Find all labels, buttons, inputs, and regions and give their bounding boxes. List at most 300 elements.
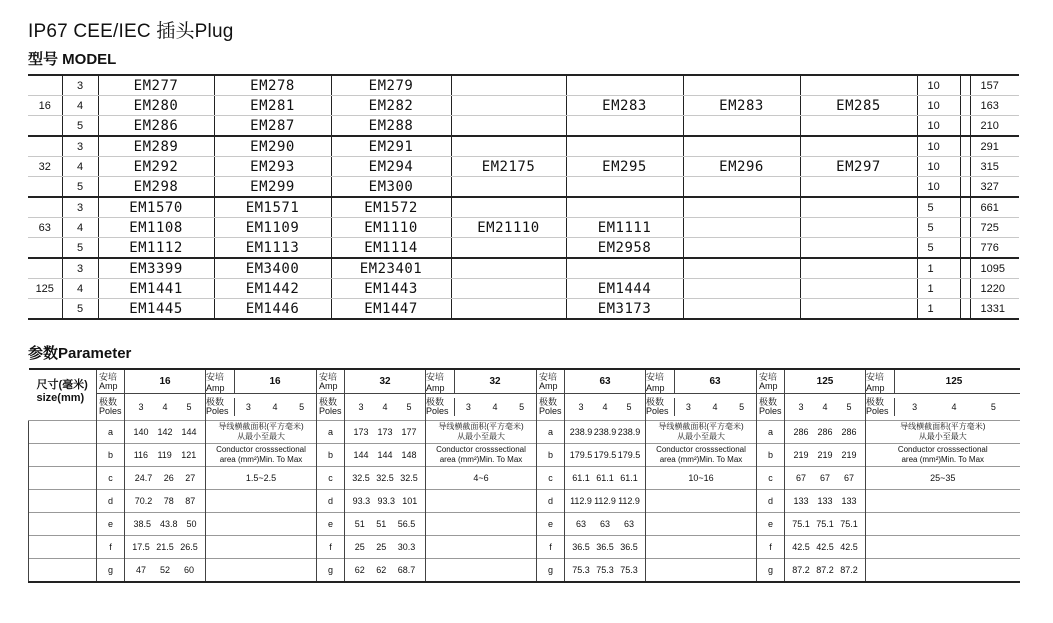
- code-number-cell: 291: [970, 136, 1019, 157]
- dimension-letter: e: [317, 513, 345, 536]
- dimension-values: [345, 444, 426, 467]
- poles-values: [565, 402, 645, 412]
- model-code-cell: EM1571: [214, 197, 331, 218]
- model-code-cell: [683, 75, 800, 96]
- pole-number: 5: [846, 402, 852, 412]
- dimension-value: 61.1: [596, 473, 614, 483]
- amp-label: 安培 Amp: [537, 369, 565, 394]
- model-code-cell: [800, 197, 917, 218]
- quantity-cell: 1: [917, 258, 960, 279]
- model-code-cell: EM278: [214, 75, 331, 96]
- model-code-cell: [451, 177, 566, 198]
- model-code-cell: [800, 75, 917, 96]
- pole-number: 3: [245, 402, 251, 412]
- model-code-cell: [800, 279, 917, 299]
- poles-right-cell: [866, 394, 1020, 421]
- value-group: [785, 565, 865, 575]
- empty-cell: [646, 536, 757, 559]
- amp-value: 32: [489, 375, 501, 387]
- dimension-row: [29, 490, 1020, 513]
- dimension-letter: d: [757, 490, 785, 513]
- dimension-value: 56.5: [397, 519, 416, 529]
- model-code-cell: EM1446: [214, 299, 331, 320]
- pole-number: 3: [138, 402, 144, 412]
- dimension-letter: b: [317, 444, 345, 467]
- spacer-cell: [29, 513, 97, 536]
- dimension-letter: g: [757, 559, 785, 583]
- table-row: [28, 258, 1019, 279]
- param-heading: 参数Parameter: [28, 345, 132, 362]
- dimension-value: 51: [376, 519, 387, 529]
- pole-number: 5: [299, 402, 305, 412]
- poles-right-cell: [206, 394, 317, 421]
- model-code-cell: [451, 75, 566, 96]
- poles-right-cell: [426, 394, 537, 421]
- model-code-cell: [451, 197, 566, 218]
- dimension-value: 133: [841, 496, 857, 506]
- dimension-letter: a: [537, 421, 565, 444]
- dimension-letter: e: [537, 513, 565, 536]
- dimension-value: 133: [793, 496, 809, 506]
- param-poles-row: [29, 394, 1020, 421]
- model-code-cell: [800, 299, 917, 320]
- poles-cell: 3: [62, 136, 98, 157]
- empty-cell: [206, 536, 317, 559]
- model-code-cell: [800, 116, 917, 137]
- value-group: [125, 519, 205, 529]
- dimension-value: 30.3: [397, 542, 416, 552]
- dimension-values: [125, 444, 206, 467]
- dimension-value: 25: [376, 542, 387, 552]
- table-row: [28, 218, 1019, 238]
- amp-cell: 63: [28, 218, 62, 238]
- dimension-value: 177: [401, 427, 417, 437]
- model-code-cell: [683, 258, 800, 279]
- dimension-value: 63: [575, 519, 586, 529]
- model-code-cell: EM21110: [451, 218, 566, 238]
- empty-cell: [206, 559, 317, 583]
- dimension-letter: g: [97, 559, 125, 583]
- model-code-cell: EM23401: [331, 258, 451, 279]
- pole-number: 3: [358, 402, 364, 412]
- table-row: [28, 299, 1019, 320]
- spacer-cell: [960, 279, 970, 299]
- dimension-value: 219: [793, 450, 809, 460]
- pole-number: 5: [739, 402, 745, 412]
- model-code-cell: [566, 116, 683, 137]
- dimension-row: [29, 444, 1020, 467]
- amp-label: 安培 Amp: [646, 370, 675, 393]
- pole-number: 4: [162, 402, 168, 412]
- poles-right-cell: [646, 394, 757, 421]
- model-code-cell: [566, 197, 683, 218]
- dimension-letter: f: [97, 536, 125, 559]
- spacer-cell: [960, 157, 970, 177]
- dimension-values: [565, 513, 646, 536]
- pole-number: 4: [382, 402, 388, 412]
- dimension-row: [29, 559, 1020, 583]
- empty-cell: [646, 513, 757, 536]
- dimension-value: 219: [817, 450, 833, 460]
- model-code-cell: [683, 197, 800, 218]
- model-code-cell: [451, 96, 566, 116]
- model-code-cell: EM291: [331, 136, 451, 157]
- spacer-cell: [960, 75, 970, 96]
- spacer-cell: [29, 444, 97, 467]
- dimension-values: [785, 536, 866, 559]
- poles-cell: 5: [62, 299, 98, 320]
- value-group: [345, 519, 425, 529]
- dimension-value: 52: [159, 565, 170, 575]
- model-table: [28, 74, 1019, 320]
- dimension-value: 75.3: [572, 565, 590, 575]
- dimension-value: 21.5: [156, 542, 174, 552]
- poles-cell: 5: [62, 238, 98, 259]
- poles-cell: 4: [62, 279, 98, 299]
- value-group: [785, 542, 865, 552]
- dimension-value: 144: [353, 450, 369, 460]
- dimension-row: [29, 536, 1020, 559]
- dimension-row: [29, 467, 1020, 490]
- dimension-value: 238.9: [617, 427, 641, 437]
- dimension-letter: e: [757, 513, 785, 536]
- empty-cell: [866, 559, 1020, 583]
- model-code-cell: [451, 238, 566, 259]
- dimension-value: 60: [183, 565, 194, 575]
- dimension-values: [785, 559, 866, 583]
- dimension-value: 78: [163, 496, 174, 506]
- model-code-cell: EM293: [214, 157, 331, 177]
- dimension-value: 67: [819, 473, 830, 483]
- model-code-cell: EM289: [98, 136, 214, 157]
- model-code-cell: [566, 258, 683, 279]
- dimension-value: 286: [793, 427, 809, 437]
- model-code-cell: EM287: [214, 116, 331, 137]
- value-group: [785, 427, 865, 437]
- model-code-cell: EM1112: [98, 238, 214, 259]
- dimension-value: 87.2: [816, 565, 834, 575]
- conductor-range: 1.5~2.5: [206, 467, 317, 490]
- pole-number: 4: [822, 402, 828, 412]
- code-number-cell: 315: [970, 157, 1019, 177]
- dimension-letter: b: [97, 444, 125, 467]
- table-row: [28, 177, 1019, 198]
- dimension-value: 38.5: [133, 519, 152, 529]
- dimension-value: 286: [841, 427, 857, 437]
- dimension-values: [125, 513, 206, 536]
- dimension-value: 68.7: [397, 565, 416, 575]
- dimension-value: 24.7: [134, 473, 153, 483]
- value-group: [125, 450, 205, 460]
- dimension-value: 173: [377, 427, 393, 437]
- model-code-cell: EM300: [331, 177, 451, 198]
- amp-cell: [28, 197, 62, 218]
- model-code-cell: EM285: [800, 96, 917, 116]
- amp-cell: [28, 299, 62, 320]
- dimension-letter: a: [757, 421, 785, 444]
- dimension-values: [785, 490, 866, 513]
- model-code-cell: EM2958: [566, 238, 683, 259]
- dimension-letter: b: [757, 444, 785, 467]
- model-code-cell: [683, 279, 800, 299]
- empty-cell: [866, 536, 1020, 559]
- amp-cell: 32: [28, 157, 62, 177]
- model-code-cell: [683, 238, 800, 259]
- quantity-cell: 5: [917, 218, 960, 238]
- table-row: [28, 279, 1019, 299]
- spacer-cell: [960, 238, 970, 259]
- page-title: IP67 CEE/IEC 插头Plug: [28, 21, 234, 42]
- spacer-cell: [29, 490, 97, 513]
- poles-cell: 4: [62, 157, 98, 177]
- poles-label: 极数 Poles: [426, 398, 455, 416]
- amp-label: 安培 Amp: [317, 369, 345, 394]
- amp-value: 16: [269, 375, 281, 387]
- amp-label: 安培 Amp: [426, 370, 455, 393]
- code-number-cell: 776: [970, 238, 1019, 259]
- value-group: [565, 473, 645, 483]
- pole-number: 5: [626, 402, 632, 412]
- dimension-letter: c: [97, 467, 125, 490]
- empty-cell: [866, 490, 1020, 513]
- parameter-table: [28, 368, 1020, 583]
- poles-values: [125, 402, 205, 412]
- code-number-cell: 157: [970, 75, 1019, 96]
- spacer-cell: [29, 536, 97, 559]
- dimension-value: 75.3: [620, 565, 638, 575]
- conductor-range: 4~6: [426, 467, 537, 490]
- conductor-note-cn: 导线横截面积(平方毫米) 从最小至最大: [206, 421, 317, 444]
- dimension-value: 42.5: [816, 542, 834, 552]
- model-code-cell: [683, 299, 800, 320]
- value-group: [125, 496, 205, 506]
- model-code-cell: [451, 136, 566, 157]
- dimension-value: 75.1: [792, 519, 810, 529]
- empty-cell: [426, 559, 537, 583]
- model-code-cell: EM1109: [214, 218, 331, 238]
- amp-label: 安培 Amp: [866, 370, 895, 393]
- empty-cell: [646, 490, 757, 513]
- dimension-value: 286: [817, 427, 833, 437]
- amp-value: 63: [709, 375, 721, 387]
- value-group: [125, 565, 205, 575]
- amp-right-cell: [206, 369, 317, 394]
- value-group: [785, 519, 865, 529]
- value-group: [785, 450, 865, 460]
- code-number-cell: 1220: [970, 279, 1019, 299]
- quantity-cell: 10: [917, 116, 960, 137]
- dimension-row: [29, 513, 1020, 536]
- poles-cell: 3: [62, 258, 98, 279]
- dimension-letter: f: [537, 536, 565, 559]
- pole-number: 3: [685, 402, 691, 412]
- dimension-value: 87.2: [792, 565, 810, 575]
- size-row-header: 尺寸(毫米) size(mm): [36, 379, 88, 404]
- dimension-value: 87: [185, 496, 196, 506]
- poles-values: [675, 402, 755, 412]
- dimension-value: 119: [157, 450, 172, 460]
- dimension-values: [565, 467, 646, 490]
- amp-cell: [28, 75, 62, 96]
- dimension-value: 140: [133, 427, 149, 437]
- amp-cell: [28, 136, 62, 157]
- dimension-letter: d: [317, 490, 345, 513]
- table-row: [28, 157, 1019, 177]
- amp-cell: [28, 238, 62, 259]
- poles-cell: 3: [62, 197, 98, 218]
- dimension-value: 63: [599, 519, 610, 529]
- value-group: [565, 542, 645, 552]
- model-code-cell: [451, 258, 566, 279]
- model-code-cell: EM2175: [451, 157, 566, 177]
- value-group: [565, 496, 645, 506]
- model-code-cell: [800, 238, 917, 259]
- dimension-value: 144: [377, 450, 393, 460]
- spacer-cell: [960, 218, 970, 238]
- dimension-value: 87.2: [840, 565, 858, 575]
- amp-right-cell: [646, 369, 757, 394]
- dimension-value: 42.5: [840, 542, 858, 552]
- code-number-cell: 725: [970, 218, 1019, 238]
- dimension-letter: a: [317, 421, 345, 444]
- poles-label: 极数 Poles: [537, 394, 565, 421]
- amp-value: 32: [345, 369, 426, 394]
- dimension-values: [785, 421, 866, 444]
- table-row: [28, 197, 1019, 218]
- dimension-value: 238.9: [593, 427, 617, 437]
- value-group: [565, 565, 645, 575]
- poles-cell: [345, 394, 426, 421]
- poles-cell: 3: [62, 75, 98, 96]
- model-code-cell: [800, 136, 917, 157]
- spacer-cell: [960, 197, 970, 218]
- quantity-cell: 10: [917, 157, 960, 177]
- dimension-value: 62: [354, 565, 365, 575]
- amp-value: 125: [785, 369, 866, 394]
- quantity-cell: 1: [917, 279, 960, 299]
- model-code-cell: EM1572: [331, 197, 451, 218]
- dimension-values: [345, 421, 426, 444]
- dimension-value: 36.5: [572, 542, 590, 552]
- dimension-value: 75.1: [840, 519, 858, 529]
- pole-number: 3: [578, 402, 584, 412]
- quantity-cell: 10: [917, 75, 960, 96]
- empty-cell: [426, 536, 537, 559]
- value-group: [125, 427, 205, 437]
- model-code-cell: EM1444: [566, 279, 683, 299]
- poles-values: [345, 402, 425, 412]
- pole-number: 5: [519, 402, 525, 412]
- dimension-values: [345, 513, 426, 536]
- pole-number: 4: [272, 402, 278, 412]
- dimension-letter: c: [757, 467, 785, 490]
- amp-cell: 16: [28, 96, 62, 116]
- empty-cell: [206, 490, 317, 513]
- dimension-value: 179.5: [569, 450, 593, 460]
- empty-cell: [206, 513, 317, 536]
- poles-values: [895, 402, 1013, 412]
- poles-cell: [565, 394, 646, 421]
- poles-values: [235, 402, 315, 412]
- spacer-cell: [29, 467, 97, 490]
- conductor-note-en: Conductor crosssectional area (mm²)Min. To Max: [206, 444, 317, 467]
- conductor-range: 25~35: [866, 467, 1020, 490]
- model-code-cell: EM1113: [214, 238, 331, 259]
- value-group: [565, 519, 645, 529]
- amp-cell: [28, 177, 62, 198]
- model-code-cell: [451, 116, 566, 137]
- model-code-cell: EM3173: [566, 299, 683, 320]
- dimension-value: 75.3: [596, 565, 614, 575]
- poles-cell: [125, 394, 206, 421]
- poles-label: 极数 Poles: [866, 398, 895, 416]
- value-group: [565, 427, 645, 437]
- dimension-values: [785, 467, 866, 490]
- code-number-cell: 327: [970, 177, 1019, 198]
- param-header-row: [29, 369, 1020, 394]
- amp-label: 安培 Amp: [206, 370, 235, 393]
- empty-cell: [426, 513, 537, 536]
- poles-label: 极数 Poles: [317, 394, 345, 421]
- dimension-letter: c: [537, 467, 565, 490]
- pole-number: 4: [712, 402, 718, 412]
- quantity-cell: 1: [917, 299, 960, 320]
- code-number-cell: 163: [970, 96, 1019, 116]
- pole-number: 5: [186, 402, 192, 412]
- model-code-cell: [800, 258, 917, 279]
- spacer-cell: [29, 421, 97, 444]
- value-group: [345, 427, 425, 437]
- dimension-values: [565, 421, 646, 444]
- model-code-cell: EM290: [214, 136, 331, 157]
- code-number-cell: 661: [970, 197, 1019, 218]
- dimension-values: [565, 559, 646, 583]
- dimension-value: 112.9: [618, 496, 640, 506]
- quantity-cell: 5: [917, 197, 960, 218]
- dimension-value: 93.3: [352, 496, 371, 506]
- dimension-letter: d: [537, 490, 565, 513]
- spacer-cell: [960, 96, 970, 116]
- poles-label: 极数 Poles: [206, 398, 235, 416]
- dimension-value: 112.9: [594, 496, 616, 506]
- dimension-value: 67: [795, 473, 806, 483]
- conductor-note-en: Conductor crosssectional area (mm²)Min. To Max: [646, 444, 757, 467]
- model-code-cell: EM299: [214, 177, 331, 198]
- dimension-value: 179.5: [617, 450, 641, 460]
- dimension-value: 25: [354, 542, 365, 552]
- model-code-cell: EM295: [566, 157, 683, 177]
- poles-cell: 5: [62, 116, 98, 137]
- amp-value: 63: [565, 369, 646, 394]
- dimension-value: 63: [623, 519, 634, 529]
- dimension-value: 179.5: [593, 450, 617, 460]
- model-code-cell: EM288: [331, 116, 451, 137]
- dimension-value: 51: [354, 519, 365, 529]
- model-code-cell: EM283: [683, 96, 800, 116]
- model-code-cell: EM1110: [331, 218, 451, 238]
- model-code-cell: EM283: [566, 96, 683, 116]
- poles-label: 极数 Poles: [97, 394, 125, 421]
- dimension-values: [565, 536, 646, 559]
- model-code-cell: [800, 177, 917, 198]
- value-group: [785, 496, 865, 506]
- model-code-cell: EM282: [331, 96, 451, 116]
- value-group: [345, 542, 425, 552]
- dimension-values: [785, 513, 866, 536]
- empty-cell: [426, 490, 537, 513]
- dimension-value: 75.1: [816, 519, 834, 529]
- value-group: [125, 542, 205, 552]
